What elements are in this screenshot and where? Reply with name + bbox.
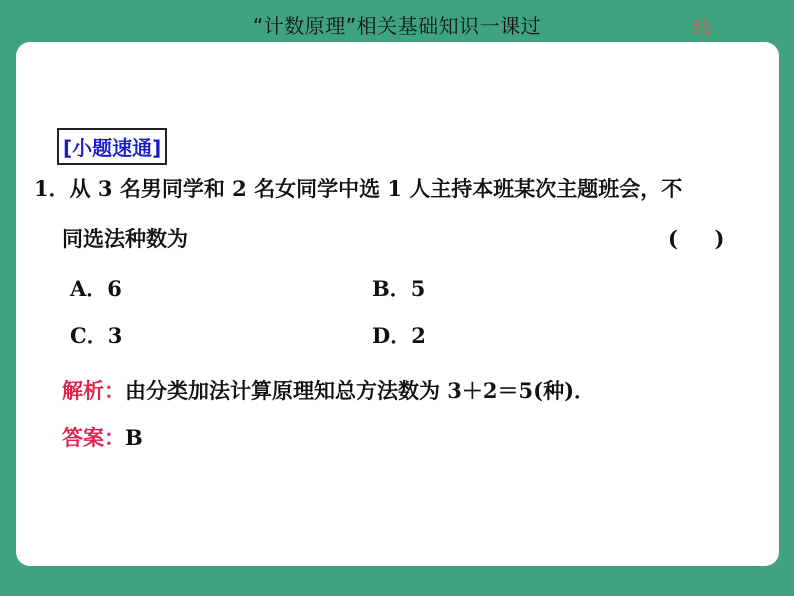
answer-label: 答案： xyxy=(62,425,125,450)
answer-blank: ( ) xyxy=(668,226,725,251)
answer-line xyxy=(62,422,143,452)
option-b[interactable]: B．5 xyxy=(372,276,426,301)
option-a[interactable]: A．6 xyxy=(70,276,122,301)
analysis-label: 解析： xyxy=(62,378,125,403)
page-title: “计数原理”相关基础知识一课过 xyxy=(252,14,542,38)
option-c[interactable]: C．3 xyxy=(70,323,123,348)
question-text-line2: 同选法种数为 xyxy=(62,226,188,251)
analysis-line xyxy=(62,375,595,405)
section-tag: [小题速通] xyxy=(57,128,167,165)
question-text-line1: 1．从 3 名男同学和 2 名女同学中选 1 人主持本班某次主题班会，不 xyxy=(34,176,683,201)
answer-value: B xyxy=(125,425,143,450)
analysis-text: 由分类加法计算原理知总方法数为 3＋2＝5(种)． xyxy=(125,378,596,403)
content-card xyxy=(16,42,779,566)
option-d[interactable]: D．2 xyxy=(372,323,426,348)
end-button[interactable]: 结 xyxy=(693,18,711,39)
